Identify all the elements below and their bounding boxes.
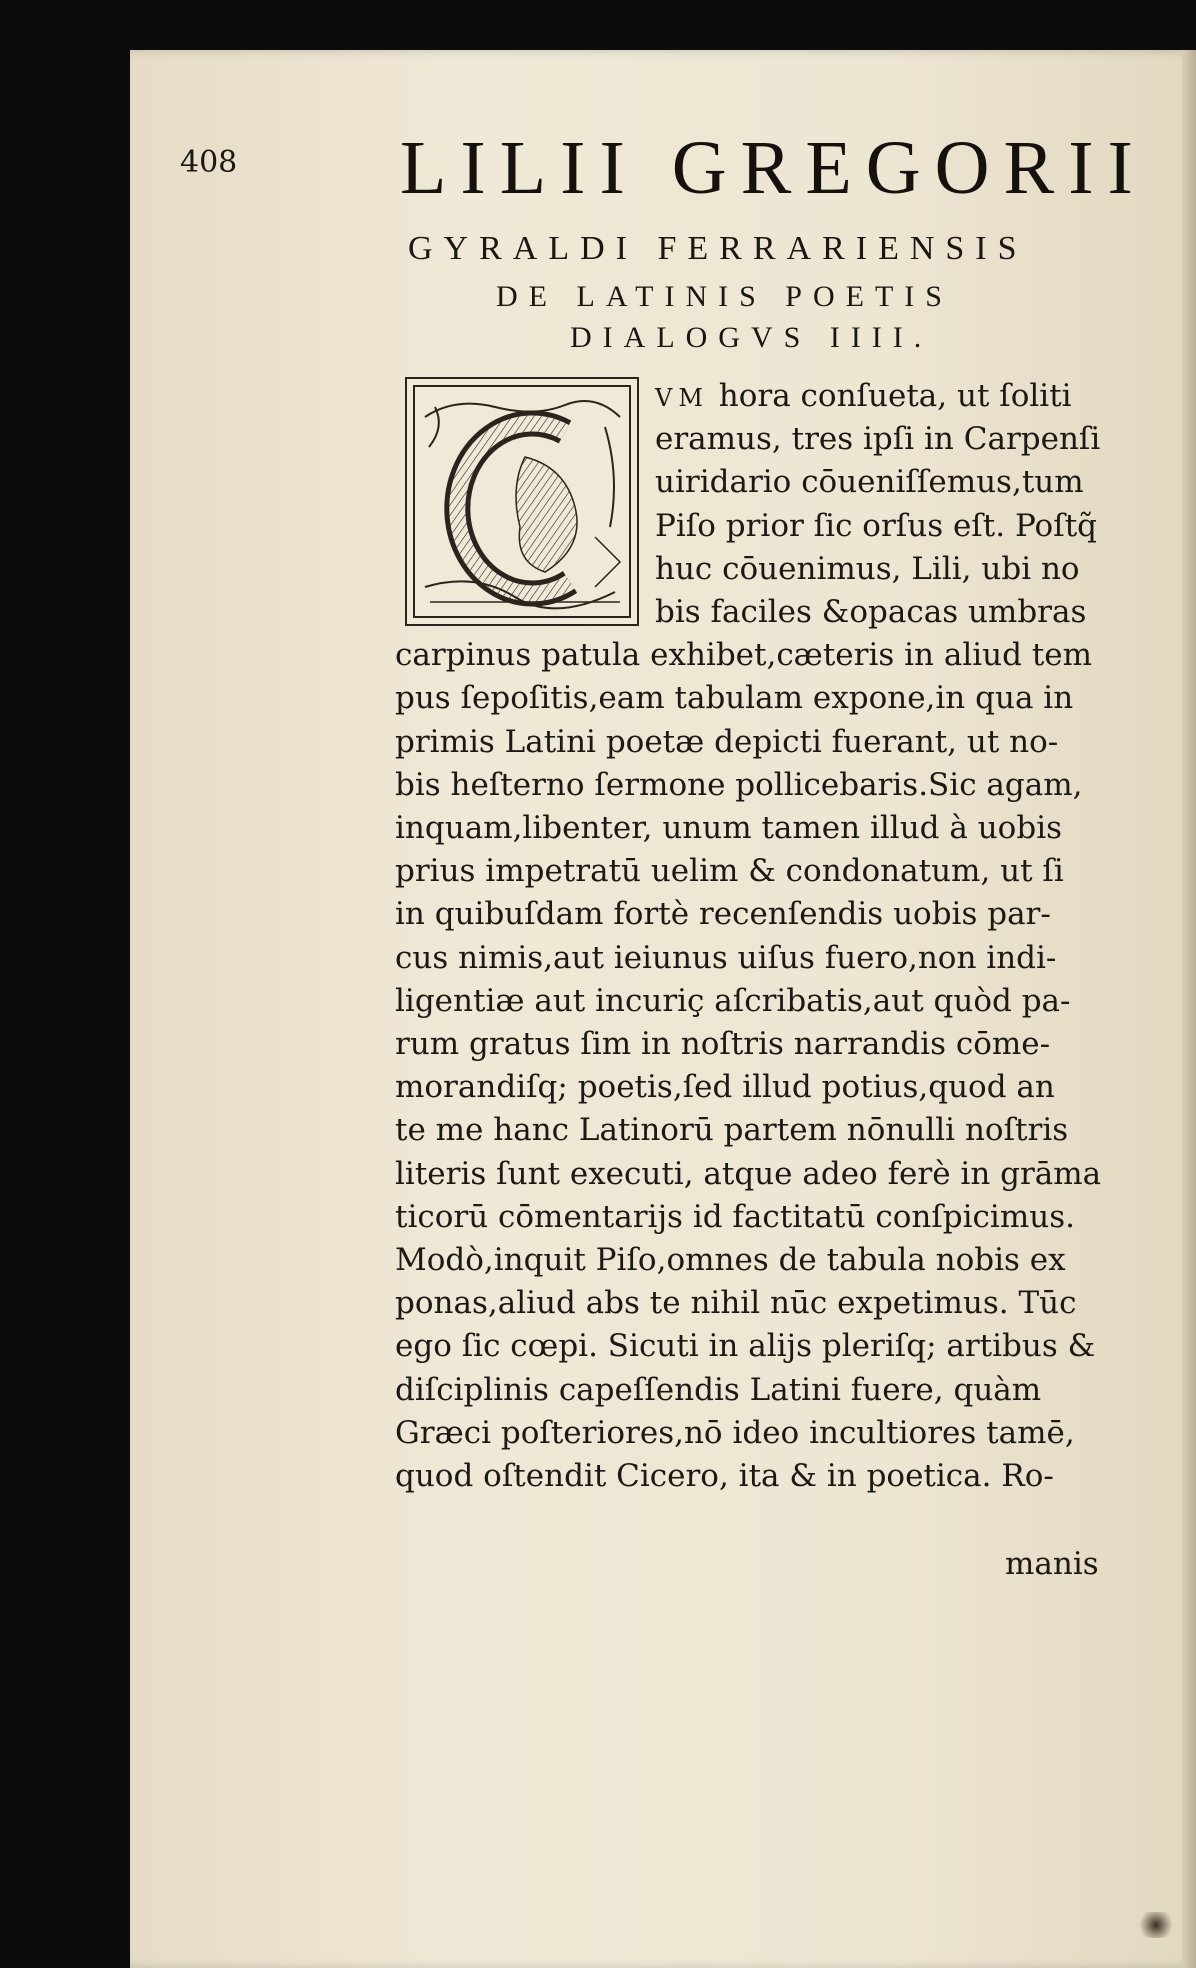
text-line (395, 1065, 1055, 1109)
text-line-content: ligentiæ aut incuriç aſcribatis,aut quòd pa- (395, 982, 1071, 1019)
text-line (395, 892, 1051, 936)
text-line (395, 849, 1064, 893)
text-line-content: ponas,aliud abs te nihil nūc expetimus. Tūc (395, 1285, 1077, 1322)
text-line (395, 720, 1058, 764)
text-line (395, 676, 1073, 720)
text-line (395, 1238, 1066, 1282)
text-line-content: primis Latini poetæ depicti fuerant, ut no- (395, 723, 1059, 760)
subtitle-line-1: GYRALDI FERRARIENSIS (408, 230, 1028, 267)
text-line-content: Piſo prior ſic orſus eſt. Poſtq̃ (655, 507, 1097, 544)
text-line (395, 936, 1056, 980)
text-line-content: quod oſtendit Cicero, ita & in poetica. Ro- (395, 1458, 1054, 1494)
text-line (395, 806, 1062, 850)
decorated-initial-c-icon (415, 387, 629, 616)
text-line-content: huc cōuenimus, Lili, ubi no (655, 550, 1080, 587)
text-line-content: te me hanc Latinorū partem nōnulli noſtris (395, 1112, 1069, 1149)
text-line (395, 1324, 1095, 1368)
text-line (655, 374, 1072, 420)
text-line (395, 1195, 1075, 1239)
text-line (655, 460, 1084, 504)
text-line (395, 1108, 1068, 1152)
text-line (395, 1411, 1075, 1455)
text-line (395, 763, 1082, 807)
text-line-content: Græci poſteriores,nō ideo incultiores tamē, (395, 1414, 1075, 1451)
text-line-content: cus nimis,aut ieiunus uiſus fuero,non indi- (395, 939, 1057, 976)
text-line-content: ego ſic cœpi. Sicuti in alijs pleriſq; artibus & (395, 1328, 1096, 1365)
text-line-content: rum gratus ſim in noſtris narrandis cōme- (395, 1026, 1051, 1062)
text-line-content: pus ſepoſitis,eam tabulam expone,in qua in (395, 680, 1074, 717)
text-line-content: in quibuſdam fortè recenſendis uobis par- (395, 896, 1051, 933)
text-line (395, 1454, 1054, 1498)
text-line-content: diſciplinis capeſſendis Latini fuere, quàm (395, 1371, 1042, 1408)
text-line (395, 1281, 1077, 1325)
text-line (395, 979, 1071, 1023)
page-title: LILII GREGORII (400, 126, 1147, 210)
text-line (395, 1022, 1050, 1066)
decorated-initial-frame (413, 385, 631, 618)
text-line (655, 504, 1097, 548)
page-stain (1136, 1912, 1176, 1938)
text-line-content: carpinus patula exhibet,cæteris in aliud tem (395, 637, 1093, 674)
text-line-content: hora conſueta, ut ſoliti (718, 378, 1072, 414)
text-line-content: literis ſunt executi, atque adeo ferè in grāma (395, 1155, 1102, 1192)
text-line-content: Modò,inquit Piſo,omnes de tabula nobis ex (395, 1242, 1066, 1278)
page-edge (1182, 50, 1196, 1968)
page-number: 408 (180, 145, 238, 180)
text-line (395, 633, 1092, 677)
decorated-initial (405, 377, 639, 626)
text-line (655, 547, 1080, 591)
text-line-content: bis faciles &opacas umbras (655, 594, 1087, 630)
text-line (395, 1368, 1041, 1412)
text-line (655, 417, 1100, 461)
text-line (655, 590, 1086, 634)
text-line-content: morandiſq; poetis,ſed illud potius,quod an (395, 1069, 1055, 1106)
text-line-content: eramus, tres ipſi in Carpenſi (655, 421, 1101, 458)
text-line (395, 1152, 1101, 1196)
text-line-content: prius impetratū uelim & condonatum, ut ſi (395, 853, 1064, 890)
subtitle-line-2: DE LATINIS POETIS (496, 280, 953, 313)
text-line-content: inquam,libenter, unum tamen illud à uobis (395, 810, 1063, 846)
text-line-content: bis heſterno ſermone pollicebaris.Sic agam, (395, 766, 1083, 803)
lead-capitals: VM (655, 384, 709, 412)
text-line-content: ticorū cōmentarijs id factitatū conſpicimus. (395, 1198, 1075, 1235)
text-line-content: uiridario cōueniſſemus,tum (655, 464, 1084, 501)
catchword: manis (1005, 1546, 1099, 1582)
subtitle-line-3: DIALOGVS IIII. (570, 321, 933, 354)
